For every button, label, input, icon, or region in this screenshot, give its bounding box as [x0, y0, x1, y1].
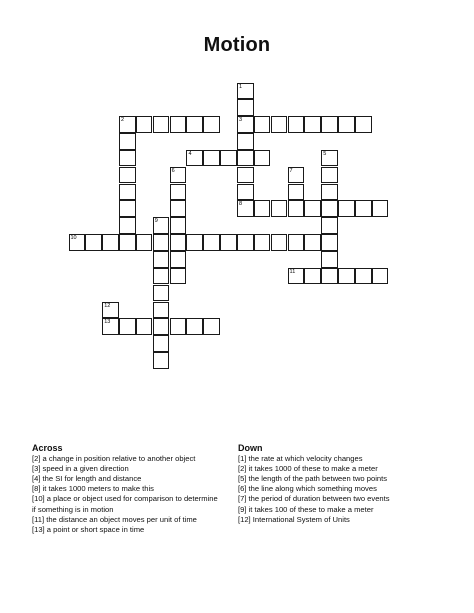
- grid-cell[interactable]: [170, 217, 187, 234]
- clue-number: 8: [239, 201, 243, 208]
- grid-cell[interactable]: [119, 116, 136, 133]
- across-clue: [4] the SI for length and distance: [32, 474, 142, 484]
- clue-number: 11: [289, 268, 296, 275]
- across-clue: if something is in motion: [32, 504, 114, 514]
- grid-cell[interactable]: [102, 234, 119, 251]
- grid-cell[interactable]: [321, 150, 338, 167]
- grid-cell[interactable]: [288, 184, 305, 201]
- grid-cell[interactable]: [288, 116, 305, 133]
- grid-cell[interactable]: [288, 200, 305, 217]
- grid-cell[interactable]: [170, 200, 187, 217]
- across-clue-list: [32, 454, 237, 535]
- grid-cell[interactable]: [119, 184, 136, 201]
- grid-cell[interactable]: [321, 251, 338, 268]
- down-clue: [7] the period of duration between two events: [238, 494, 390, 504]
- grid-cell[interactable]: [220, 150, 237, 167]
- grid-cell[interactable]: [170, 251, 187, 268]
- grid-cell[interactable]: [153, 335, 170, 352]
- grid-cell[interactable]: [85, 234, 102, 251]
- grid-cell[interactable]: [237, 200, 254, 217]
- grid-cell[interactable]: [355, 200, 372, 217]
- grid-cell[interactable]: [153, 318, 170, 335]
- clue-number: 13: [104, 319, 111, 326]
- clue-number: 4: [188, 150, 192, 157]
- grid-cell[interactable]: [254, 234, 271, 251]
- grid-cell[interactable]: [153, 352, 170, 369]
- grid-cell[interactable]: [69, 234, 86, 251]
- grid-cell[interactable]: [372, 268, 389, 285]
- grid-cell[interactable]: [237, 150, 254, 167]
- grid-cell[interactable]: [321, 217, 338, 234]
- grid-cell[interactable]: [119, 200, 136, 217]
- grid-cell[interactable]: [321, 167, 338, 184]
- grid-cell[interactable]: [203, 150, 220, 167]
- grid-cell[interactable]: [170, 167, 187, 184]
- grid-cell[interactable]: [136, 318, 153, 335]
- grid-cell[interactable]: [271, 116, 288, 133]
- grid-cell[interactable]: [237, 116, 254, 133]
- grid-cell[interactable]: [153, 268, 170, 285]
- grid-cell[interactable]: [153, 234, 170, 251]
- down-clue: [5] the length of the path between two points: [238, 474, 388, 484]
- grid-cell[interactable]: [254, 150, 271, 167]
- grid-cell[interactable]: [119, 167, 136, 184]
- grid-cell[interactable]: [119, 217, 136, 234]
- grid-cell[interactable]: [372, 200, 389, 217]
- grid-cell[interactable]: [321, 116, 338, 133]
- grid-cell[interactable]: [254, 200, 271, 217]
- grid-cell[interactable]: [271, 234, 288, 251]
- grid-cell[interactable]: [304, 234, 321, 251]
- grid-cell[interactable]: [321, 200, 338, 217]
- grid-cell[interactable]: [288, 234, 305, 251]
- grid-cell[interactable]: [304, 116, 321, 133]
- grid-cell[interactable]: [321, 184, 338, 201]
- grid-cell[interactable]: [186, 150, 203, 167]
- grid-cell[interactable]: [304, 268, 321, 285]
- across-clue: [2] a change in position relative to another object: [32, 454, 196, 464]
- clue-number: 6: [171, 167, 175, 174]
- grid-cell[interactable]: [119, 133, 136, 150]
- grid-cell[interactable]: [288, 167, 305, 184]
- grid-cell[interactable]: [355, 268, 372, 285]
- grid-cell[interactable]: [338, 116, 355, 133]
- down-clue: [6] the line along which something moves: [238, 484, 377, 494]
- grid-cell[interactable]: [338, 200, 355, 217]
- clue-number: 5: [323, 150, 327, 157]
- grid-cell[interactable]: [288, 268, 305, 285]
- clue-number: 2: [121, 117, 125, 124]
- down-clues: [238, 443, 448, 525]
- grid-cell[interactable]: [237, 167, 254, 184]
- grid-cell[interactable]: [203, 234, 220, 251]
- down-clue-list: [238, 454, 448, 525]
- clue-number: 12: [104, 302, 111, 309]
- grid-cell[interactable]: [220, 234, 237, 251]
- down-clue: [1] the rate at which velocity changes: [238, 454, 363, 464]
- grid-cell[interactable]: [153, 302, 170, 319]
- grid-cell[interactable]: [102, 302, 119, 319]
- grid-cell[interactable]: [170, 268, 187, 285]
- grid-cell[interactable]: [153, 251, 170, 268]
- clue-number: 1: [239, 83, 243, 90]
- grid-cell[interactable]: [237, 133, 254, 150]
- grid-cell[interactable]: [186, 116, 203, 133]
- grid-cell[interactable]: [136, 234, 153, 251]
- across-clue: [3] speed in a given direction: [32, 464, 129, 474]
- grid-cell[interactable]: [153, 116, 170, 133]
- grid-cell[interactable]: [153, 285, 170, 302]
- grid-cell[interactable]: [136, 116, 153, 133]
- puzzle-title: Motion: [203, 34, 271, 56]
- down-clue: [2] it takes 1000 of these to make a meter: [238, 464, 378, 474]
- grid-cell[interactable]: [237, 184, 254, 201]
- grid-cell[interactable]: [338, 268, 355, 285]
- grid-cell[interactable]: [170, 184, 187, 201]
- grid-cell[interactable]: [119, 234, 136, 251]
- grid-cell[interactable]: [119, 318, 136, 335]
- grid-cell[interactable]: [186, 234, 203, 251]
- grid-cell[interactable]: [355, 116, 372, 133]
- across-clue: [8] it takes 1000 meters to make this: [32, 484, 154, 494]
- clue-number: 3: [239, 117, 243, 124]
- grid-cell[interactable]: [271, 200, 288, 217]
- grid-cell[interactable]: [254, 116, 271, 133]
- down-heading: Down: [238, 443, 263, 453]
- grid-cell[interactable]: [321, 234, 338, 251]
- grid-cell[interactable]: [119, 150, 136, 167]
- across-clue: [11] the distance an object moves per unit of time: [32, 514, 197, 524]
- clue-number: 9: [154, 218, 158, 225]
- across-clue: [13] a point or short space in time: [32, 524, 145, 534]
- grid-cell[interactable]: [153, 217, 170, 234]
- grid-cell[interactable]: [237, 234, 254, 251]
- clue-number: 7: [289, 167, 293, 174]
- across-clues: [32, 443, 237, 535]
- grid-cell[interactable]: [304, 200, 321, 217]
- down-clue: [12] International System of Units: [238, 514, 350, 524]
- grid-cell[interactable]: [186, 318, 203, 335]
- grid-cell[interactable]: [170, 318, 187, 335]
- across-heading: Across: [32, 443, 63, 453]
- clue-number: 10: [70, 235, 77, 242]
- grid-cell[interactable]: [170, 116, 187, 133]
- grid-cell[interactable]: [203, 116, 220, 133]
- grid-cell[interactable]: [102, 318, 119, 335]
- grid-cell[interactable]: [237, 83, 254, 100]
- grid-cell[interactable]: [203, 318, 220, 335]
- grid-cell[interactable]: [170, 234, 187, 251]
- grid-cell[interactable]: [237, 99, 254, 116]
- grid-cell[interactable]: [321, 268, 338, 285]
- down-clue: [9] it takes 100 of these to make a meter: [238, 504, 374, 514]
- across-clue: [10] a place or object used for comparison to determine: [32, 494, 218, 504]
